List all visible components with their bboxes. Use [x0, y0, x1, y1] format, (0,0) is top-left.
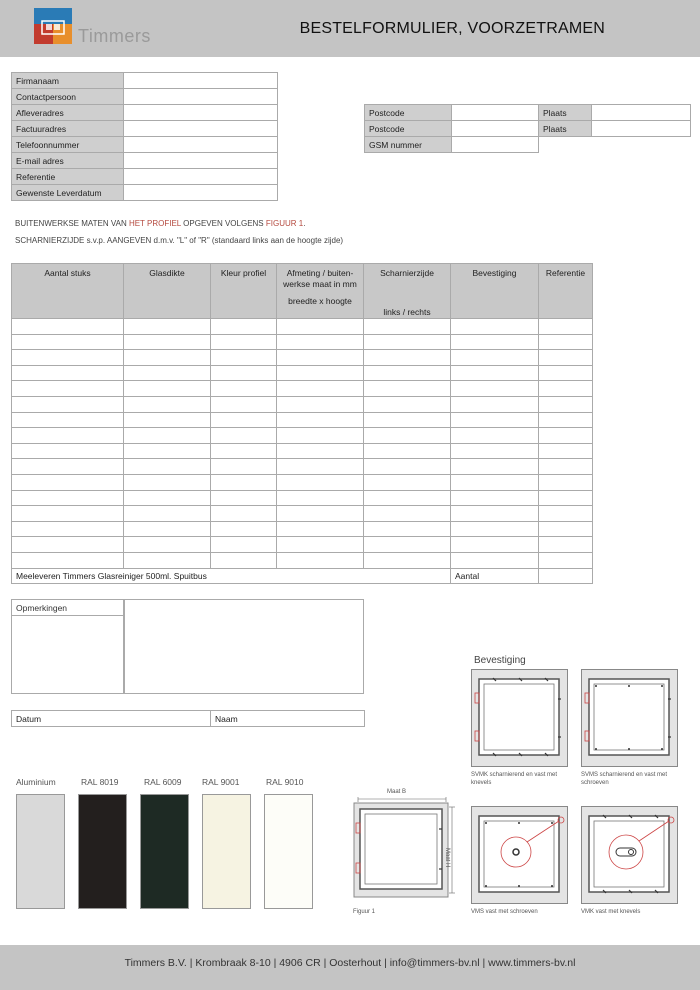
order-cell[interactable] [12, 365, 124, 381]
order-cell[interactable] [364, 459, 451, 475]
instruction-highlight: FIGUUR 1 [265, 219, 304, 228]
order-cell[interactable] [364, 506, 451, 522]
order-cell[interactable] [12, 521, 124, 537]
order-cell[interactable] [12, 350, 124, 366]
remarks-left-column [12, 616, 124, 693]
page-title: BESTELFORMULIER, VOORZETRAMEN [299, 20, 605, 37]
order-cell[interactable] [451, 396, 539, 412]
customer-field-label: Gewenste Leverdatum [12, 185, 124, 201]
cleaner-product-text: Meeleveren Timmers Glasreiniger 500ml. Spuitbus [16, 570, 207, 581]
order-cell[interactable] [451, 474, 539, 490]
gsm-input[interactable] [452, 137, 539, 153]
order-cell[interactable] [539, 350, 593, 366]
order-cell[interactable] [211, 365, 277, 381]
order-row [12, 474, 593, 490]
order-cell[interactable] [277, 537, 364, 553]
order-cell[interactable] [539, 552, 593, 568]
swatch-label: RAL 9010 [266, 777, 304, 787]
plaats-label-2: Plaats [539, 121, 592, 137]
customer-field-label: Factuuradres [12, 121, 124, 137]
instruction-highlight: HET PROFIEL [128, 219, 181, 228]
order-cell[interactable] [364, 396, 451, 412]
datum-label: Datum [16, 713, 42, 724]
order-row [12, 428, 593, 444]
order-cell[interactable] [451, 459, 539, 475]
customer-field-input[interactable] [124, 89, 278, 105]
order-cell[interactable] [124, 443, 211, 459]
customer-row [12, 153, 278, 169]
order-row [12, 521, 593, 537]
order-cell[interactable] [539, 537, 593, 553]
cleaner-product-label [12, 568, 451, 584]
vms-caption: VMS vast met schroeven [471, 909, 538, 915]
customer-field-input[interactable] [124, 153, 278, 169]
order-cell[interactable] [277, 396, 364, 412]
order-cell[interactable] [12, 334, 124, 350]
gsm-label: GSM nummer [365, 137, 452, 153]
scharnier-title: Scharnierzijde [380, 268, 434, 278]
order-cell[interactable] [451, 552, 539, 568]
plaats-label: Plaats [539, 105, 592, 121]
order-cell[interactable] [277, 381, 364, 397]
color-swatch [202, 794, 251, 909]
vmk-diagram [581, 806, 678, 904]
order-cell[interactable] [364, 474, 451, 490]
order-cell[interactable] [277, 334, 364, 350]
order-cell[interactable] [539, 334, 593, 350]
order-cell[interactable] [451, 428, 539, 444]
order-row [12, 506, 593, 522]
instruction-line-2: SCHARNIERZIJDE s.v.p. AANGEVEN d.m.v. "L" of "R" (standaard links aan de hoogte zijde) [15, 236, 344, 245]
swatch-label: RAL 8019 [81, 777, 119, 787]
order-cell[interactable] [12, 474, 124, 490]
order-cell[interactable] [124, 537, 211, 553]
order-cell[interactable] [364, 443, 451, 459]
order-cell[interactable] [124, 350, 211, 366]
instruction-text: . [303, 219, 306, 228]
order-cell[interactable] [451, 381, 539, 397]
order-row [12, 350, 593, 366]
address-details-table [364, 104, 691, 153]
afmeting-title: Afmeting / buiten-werkse maat in mm [283, 268, 357, 289]
remarks-label-cell [12, 600, 124, 616]
col-bevestiging-header: Bevestiging [451, 264, 539, 319]
order-cell[interactable] [539, 396, 593, 412]
order-cell[interactable] [124, 490, 211, 506]
svmk-diagram [471, 669, 568, 767]
order-cell[interactable] [539, 490, 593, 506]
order-row [12, 365, 593, 381]
maat-b-label: Maat B [387, 789, 407, 795]
order-cell[interactable] [211, 506, 277, 522]
order-cell[interactable] [124, 381, 211, 397]
customer-field-input[interactable] [124, 121, 278, 137]
customer-field-input[interactable] [124, 73, 278, 89]
customer-field-label: Contactpersoon [12, 89, 124, 105]
swatch-label: RAL 6009 [144, 777, 182, 787]
order-cell[interactable] [364, 552, 451, 568]
order-cell[interactable] [124, 319, 211, 335]
order-cell[interactable] [124, 334, 211, 350]
order-row [12, 319, 593, 335]
order-cell[interactable] [124, 552, 211, 568]
order-cell[interactable] [277, 552, 364, 568]
col-scharnier-header [364, 264, 451, 319]
remarks-box [11, 599, 364, 694]
remarks-input[interactable] [124, 600, 364, 693]
empty-cell [539, 137, 592, 153]
afmeting-subtitle: breedte x hoogte [288, 296, 352, 306]
order-cell[interactable] [277, 428, 364, 444]
footer-contact: Timmers B.V. | Krombraak 8-10 | 4906 CR | Oosterhout | info@timmers-bv.nl | www.timmers-bv.nl [124, 957, 576, 969]
color-swatch [264, 794, 313, 909]
order-cell[interactable] [12, 428, 124, 444]
plaats-input-2[interactable] [592, 121, 691, 137]
swatch-label: Aluminium [16, 777, 56, 787]
order-cell[interactable] [211, 381, 277, 397]
order-table [11, 263, 593, 584]
customer-field-label: Firmanaam [12, 73, 124, 89]
order-cell[interactable] [451, 334, 539, 350]
order-cell[interactable] [211, 319, 277, 335]
order-row [12, 459, 593, 475]
vmk-caption: VMK vast met knevels [581, 909, 641, 915]
order-cell[interactable] [12, 459, 124, 475]
order-row [12, 334, 593, 350]
customer-field-label: E-mail adres [12, 153, 124, 169]
order-cell[interactable] [277, 443, 364, 459]
order-cell[interactable] [277, 350, 364, 366]
bevestiging-title: Bevestiging [474, 655, 526, 666]
order-cell[interactable] [12, 396, 124, 412]
order-row [12, 412, 593, 428]
color-swatch [140, 794, 189, 909]
order-row [12, 537, 593, 553]
order-cell[interactable] [12, 381, 124, 397]
order-cell[interactable] [539, 506, 593, 522]
datum-field[interactable] [12, 711, 211, 727]
order-cell[interactable] [539, 428, 593, 444]
postcode-label-2: Postcode [365, 121, 452, 137]
customer-row [12, 169, 278, 185]
order-cell[interactable] [277, 521, 364, 537]
order-cell[interactable] [277, 506, 364, 522]
customer-field-label: Afleveradres [12, 105, 124, 121]
order-cell[interactable] [12, 412, 124, 428]
order-cell[interactable] [124, 396, 211, 412]
postcode-input[interactable] [452, 105, 539, 121]
order-cell[interactable] [539, 521, 593, 537]
customer-field-label: Telefoonnummer [12, 137, 124, 153]
order-cell[interactable] [451, 490, 539, 506]
order-cell[interactable] [12, 443, 124, 459]
order-cell[interactable] [539, 412, 593, 428]
order-cell[interactable] [277, 474, 364, 490]
col-afmeting-header [277, 264, 364, 319]
customer-field-label: Referentie [12, 169, 124, 185]
customer-row [12, 73, 278, 89]
instruction-text: OPGEVEN VOLGENS [180, 219, 266, 228]
customer-row [12, 105, 278, 121]
order-cell[interactable] [12, 490, 124, 506]
order-cell[interactable] [12, 506, 124, 522]
order-cell[interactable] [124, 521, 211, 537]
order-cell[interactable] [211, 334, 277, 350]
order-cell[interactable] [451, 412, 539, 428]
order-row [12, 490, 593, 506]
col-glasdikte-header: Glasdikte [124, 264, 211, 319]
order-cell[interactable] [211, 537, 277, 553]
figure1-caption: Figuur 1 [353, 909, 376, 915]
order-cell[interactable] [451, 537, 539, 553]
order-cell[interactable] [211, 474, 277, 490]
order-cell[interactable] [12, 537, 124, 553]
order-cell[interactable] [12, 319, 124, 335]
svms-caption: SVMS scharnierend en vast met schroeven [581, 772, 668, 786]
naam-label: Naam [215, 713, 238, 724]
order-cell[interactable] [539, 443, 593, 459]
cleaner-aantal-text: Aantal [455, 570, 480, 581]
brand-logo [34, 8, 72, 44]
postcode-label: Postcode [365, 105, 452, 121]
cleaner-aantal-label [451, 568, 539, 584]
col-aantal-header: Aantal stuks [12, 264, 124, 319]
customer-details-table [11, 72, 278, 201]
order-cell[interactable] [277, 319, 364, 335]
col-kleur-header: Kleur profiel [211, 264, 277, 319]
order-cell[interactable] [211, 350, 277, 366]
order-cell[interactable] [211, 459, 277, 475]
order-cell[interactable] [539, 319, 593, 335]
order-cell[interactable] [451, 506, 539, 522]
order-cell[interactable] [124, 365, 211, 381]
order-row [12, 552, 593, 568]
order-row [12, 396, 593, 412]
customer-row [12, 121, 278, 137]
remarks-label: Opmerkingen [16, 603, 68, 613]
order-cell[interactable] [277, 365, 364, 381]
order-cell[interactable] [364, 334, 451, 350]
order-row [12, 381, 593, 397]
col-referentie-header: Referentie [539, 264, 593, 319]
order-cell[interactable] [539, 365, 593, 381]
order-cell[interactable] [124, 474, 211, 490]
postcode-input-2[interactable] [452, 121, 539, 137]
order-cell[interactable] [364, 412, 451, 428]
customer-field-input[interactable] [124, 169, 278, 185]
order-cell[interactable] [124, 428, 211, 444]
order-cell[interactable] [451, 521, 539, 537]
order-cell[interactable] [277, 412, 364, 428]
order-cell[interactable] [451, 443, 539, 459]
instruction-text: BUITENWERKSE MATEN VAN [15, 219, 129, 228]
order-cell[interactable] [211, 428, 277, 444]
order-cell[interactable] [211, 490, 277, 506]
cleaner-aantal-input[interactable] [539, 568, 593, 584]
vms-diagram [471, 806, 568, 904]
empty-cell [592, 137, 691, 153]
maat-h-label: Maat H [444, 848, 450, 868]
svmk-caption: SVMK scharnierend en vast met knevels [471, 772, 558, 786]
order-cell[interactable] [451, 365, 539, 381]
scharnier-subtitle: links / rechts [383, 307, 431, 317]
order-cell[interactable] [364, 350, 451, 366]
customer-row [12, 89, 278, 105]
order-cell[interactable] [539, 474, 593, 490]
order-cell[interactable] [211, 521, 277, 537]
order-cell[interactable] [364, 537, 451, 553]
order-cell[interactable] [364, 381, 451, 397]
order-cell[interactable] [124, 459, 211, 475]
order-cell[interactable] [211, 443, 277, 459]
order-cell[interactable] [539, 381, 593, 397]
order-cell[interactable] [277, 490, 364, 506]
order-row [12, 443, 593, 459]
order-cell[interactable] [539, 459, 593, 475]
brand-name: Timmers [78, 26, 151, 46]
order-cell[interactable] [364, 365, 451, 381]
color-swatch [78, 794, 127, 909]
order-cell[interactable] [364, 521, 451, 537]
date-name-table [11, 710, 365, 727]
order-cell[interactable] [124, 506, 211, 522]
order-cell[interactable] [451, 350, 539, 366]
order-cell[interactable] [12, 552, 124, 568]
order-cell[interactable] [124, 412, 211, 428]
order-cell[interactable] [211, 552, 277, 568]
order-cell[interactable] [211, 396, 277, 412]
color-swatch [16, 794, 65, 909]
naam-field[interactable] [211, 711, 365, 727]
instruction-line-1 [15, 219, 305, 228]
order-cell[interactable] [364, 490, 451, 506]
svms-diagram [581, 669, 678, 767]
customer-field-input[interactable] [124, 185, 278, 201]
customer-field-input[interactable] [124, 137, 278, 153]
order-cell[interactable] [364, 319, 451, 335]
customer-field-input[interactable] [124, 105, 278, 121]
customer-row [12, 185, 278, 201]
customer-row [12, 137, 278, 153]
order-cell[interactable] [277, 459, 364, 475]
order-cell[interactable] [364, 428, 451, 444]
swatch-label: RAL 9001 [202, 777, 240, 787]
order-cell[interactable] [211, 412, 277, 428]
order-cell[interactable] [451, 319, 539, 335]
plaats-input[interactable] [592, 105, 691, 121]
